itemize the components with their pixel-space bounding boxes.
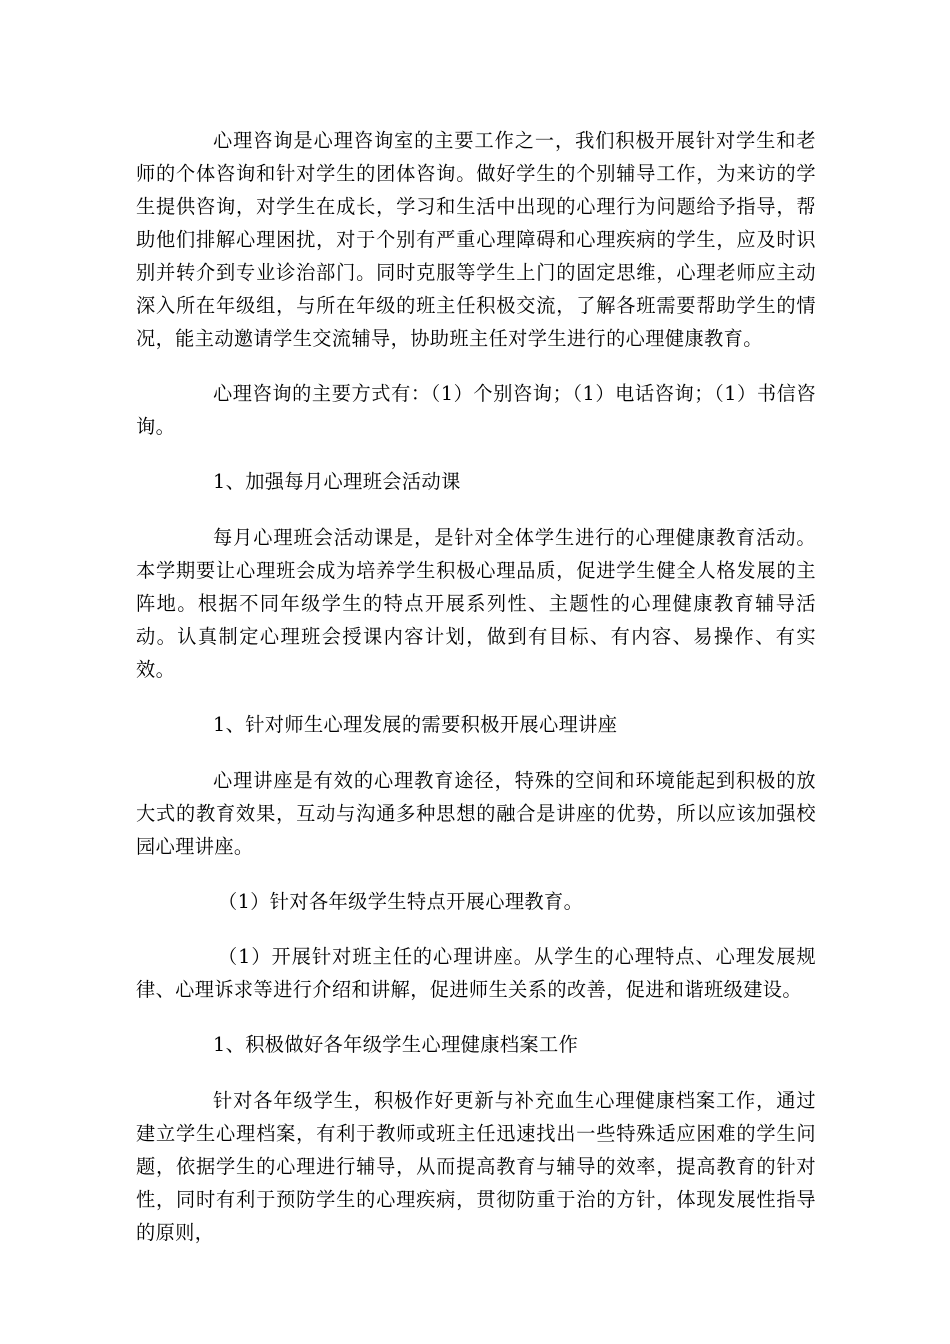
section-heading-archives: 1、积极做好各年级学生心理健康档案工作	[213, 1033, 579, 1056]
paragraph-class-meeting: 每月心理班会活动课是，是针对全体学生进行的心理健康教育活动。本学期要让心理班会成为培养学生积极心理品质，促进学生健全人格发展的主阵地。根据不同年级学生的特点开展系列性、主题性的心理健康教育辅导活动。认真制定心理班会授课内容计划，做到有目标、有内容、易操作、有实效。	[136, 526, 816, 681]
document-body	[136, 124, 816, 1271]
list-item-grade-education: （1）针对各年级学生特点开展心理教育。	[218, 890, 584, 913]
section-heading-class-meeting: 1、加强每月心理班会活动课	[213, 470, 461, 493]
paragraph-lectures: 心理讲座是有效的心理教育途径，特殊的空间和环境能起到积极的放大式的教育效果，互动与沟通多种思想的融合是讲座的优势，所以应该加强校园心理讲座。	[136, 769, 816, 858]
paragraph-counseling-intro: 心理咨询是心理咨询室的主要工作之一，我们积极开展针对学生和老师的个体咨询和针对学生的团体咨询。做好学生的个别辅导工作，为来访的学生提供咨询，对学生在成长，学习和生活中出现的心理行为问题给予指导，帮助他们排解心理困扰，对于个别有严重心理障碍和心理疾病的学生，应及时识别并转介到专业诊治部门。同时克服等学生上门的固定思维，心理老师应主动深入所在年级组，与所在年级的班主任积极交流，了解各班需要帮助学生的情况，能主动邀请学生交流辅导，协助班主任对学生进行的心理健康教育。	[136, 129, 816, 350]
list-item-teacher-lecture: （1）开展针对班主任的心理讲座。从学生的心理特点、心理发展规律、心理诉求等进行介绍和讲解，促进师生关系的改善，促进和谐班级建设。	[136, 945, 816, 1001]
paragraph-counseling-methods: 心理咨询的主要方式有：（1）个别咨询；（1）电话咨询；（1）书信咨询。	[136, 382, 816, 438]
section-heading-lectures: 1、针对师生心理发展的需要积极开展心理讲座	[213, 713, 618, 736]
paragraph-archives: 针对各年级学生，积极作好更新与补充血生心理健康档案工作，通过建立学生心理档案，有利于教师或班主任迅速找出一些特殊适应困难的学生问题，依据学生的心理进行辅导，从而提高教育与辅导的效率，提高教育的针对性，同时有利于预防学生的心理疾病，贯彻防重于治的方针，体现发展性指导的原则，	[136, 1089, 816, 1244]
